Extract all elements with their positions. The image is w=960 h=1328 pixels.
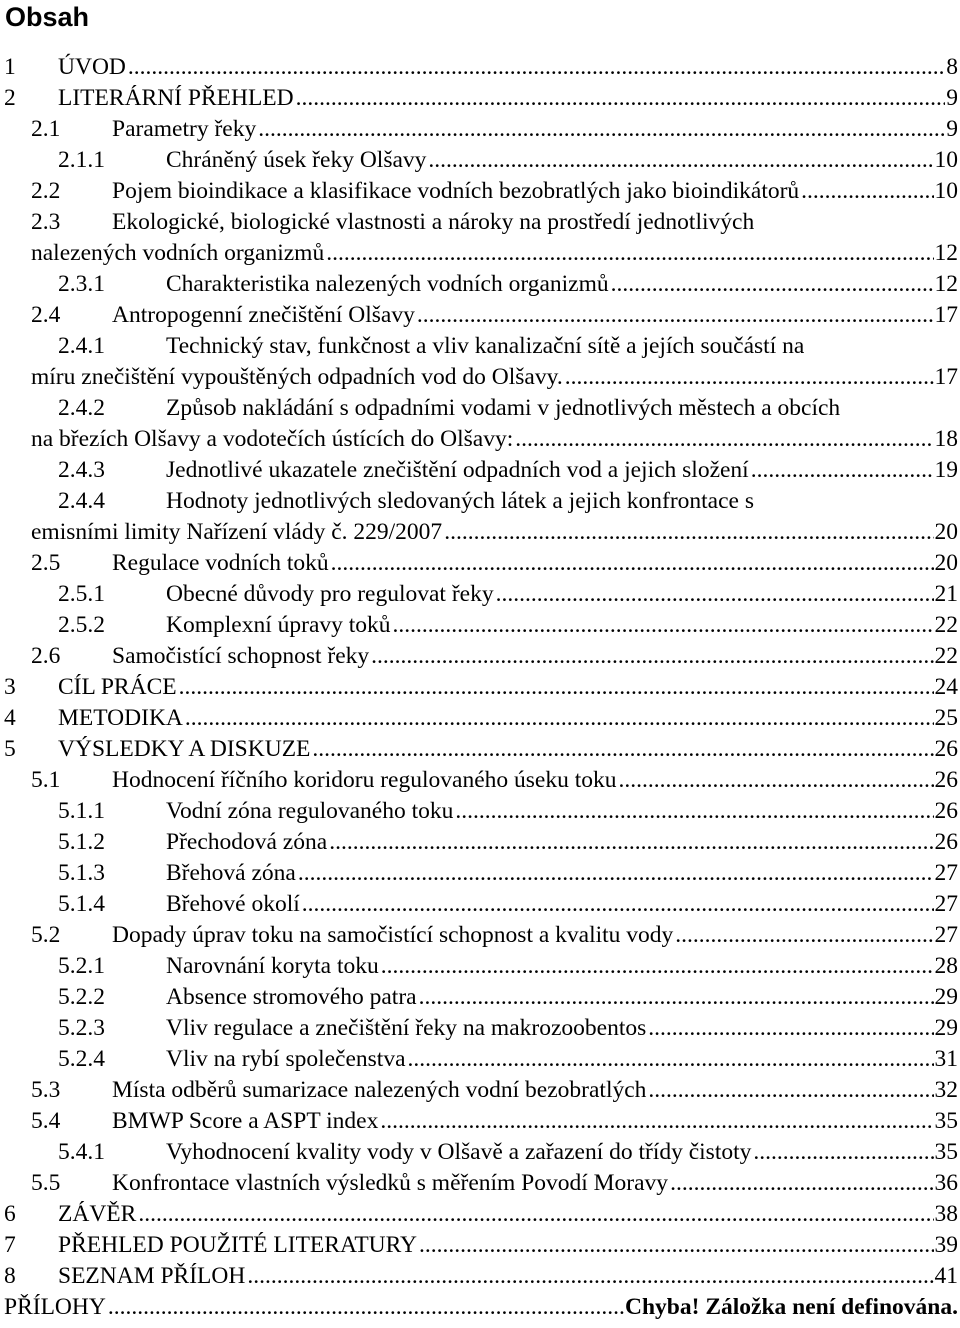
toc-entry-number: 2.1 bbox=[31, 116, 61, 142]
toc-entry-title: Dopady úprav toku na samočistící schopnost a kvalitu vody bbox=[112, 922, 674, 948]
dot-leader bbox=[298, 858, 934, 889]
toc-entry-title: ZÁVĚR bbox=[58, 1201, 137, 1227]
dot-leader bbox=[408, 1044, 934, 1075]
toc-entry-title: Vodní zóna regulovaného toku bbox=[166, 798, 454, 824]
dot-leader bbox=[428, 145, 933, 176]
toc-entry-page: 36 bbox=[934, 1170, 958, 1196]
toc-entry-page: 20 bbox=[934, 550, 958, 576]
toc-entry-page: 9 bbox=[946, 116, 958, 142]
toc-entry[interactable] bbox=[0, 641, 960, 672]
toc-entry-page: 41 bbox=[934, 1263, 958, 1289]
dot-leader bbox=[138, 1199, 933, 1230]
toc-entry-number: 5.1.4 bbox=[58, 891, 105, 917]
toc-entry-page: 19 bbox=[934, 457, 958, 483]
toc-entry-number: 5.2.4 bbox=[58, 1046, 105, 1072]
toc-entry-page: 8 bbox=[946, 54, 958, 80]
toc-entry[interactable] bbox=[0, 703, 960, 734]
dot-leader bbox=[675, 920, 933, 951]
toc-entry-page: 22 bbox=[934, 612, 958, 638]
toc-entry[interactable] bbox=[0, 1168, 960, 1199]
dot-leader bbox=[496, 579, 934, 610]
toc-entry-number: 2.4.1 bbox=[58, 333, 105, 359]
toc-entry-page: 18 bbox=[934, 426, 958, 452]
dot-leader bbox=[419, 982, 934, 1013]
toc-entry-title: Vliv na rybí společenstva bbox=[166, 1046, 406, 1072]
toc-entry-number: 2.4 bbox=[31, 302, 61, 328]
toc-entry[interactable] bbox=[0, 83, 960, 114]
toc-entry-page: 25 bbox=[934, 705, 958, 731]
toc-entry[interactable] bbox=[0, 1292, 960, 1323]
toc-entry-title: míru znečištění vypouštěných odpadních vod do Olšavy. bbox=[31, 364, 563, 390]
toc-entry-title: Charakteristika nalezených vodních organizmů bbox=[166, 271, 609, 297]
dot-leader bbox=[128, 52, 945, 83]
toc-entry[interactable] bbox=[0, 951, 960, 982]
toc-entry-number: 5.2.1 bbox=[58, 953, 105, 979]
dot-leader bbox=[329, 827, 933, 858]
toc-entry-page: 35 bbox=[934, 1139, 958, 1165]
toc-entry-number: 5.4.1 bbox=[58, 1139, 105, 1165]
toc-entry[interactable] bbox=[0, 982, 960, 1013]
toc-entry[interactable] bbox=[0, 52, 960, 83]
dot-leader bbox=[331, 548, 934, 579]
toc-entry-number: 2.4.2 bbox=[58, 395, 105, 421]
toc-entry-title: Regulace vodních toků bbox=[112, 550, 329, 576]
toc-entry-title: Antropogenní znečištění Olšavy bbox=[112, 302, 415, 328]
toc-entry-page: 27 bbox=[934, 891, 958, 917]
toc-entry[interactable] bbox=[0, 1106, 960, 1137]
toc-entry-title: Chráněný úsek řeky Olšavy bbox=[166, 147, 427, 173]
toc-entry[interactable] bbox=[0, 734, 960, 765]
toc-entry-number: 5.2.3 bbox=[58, 1015, 105, 1041]
dot-leader bbox=[185, 703, 934, 734]
toc-entry-page: 24 bbox=[934, 674, 958, 700]
toc-entry-number: 2.5.1 bbox=[58, 581, 105, 607]
toc-entry-number: 2 bbox=[4, 85, 16, 111]
dot-leader bbox=[611, 269, 934, 300]
dot-leader bbox=[381, 951, 934, 982]
dot-leader bbox=[326, 238, 933, 269]
toc-entry-number: 2.5 bbox=[31, 550, 61, 576]
dot-leader bbox=[444, 517, 933, 548]
dot-leader bbox=[179, 672, 934, 703]
toc-entry-number: 5.1.1 bbox=[58, 798, 105, 824]
toc-entry-title: Narovnání koryta toku bbox=[166, 953, 379, 979]
toc-entry[interactable] bbox=[0, 269, 960, 300]
toc-entry-title: emisními limity Nařízení vlády č. 229/2007 bbox=[31, 519, 443, 545]
toc-entry-page: 9 bbox=[946, 85, 958, 111]
toc-entry-page: 31 bbox=[934, 1046, 958, 1072]
toc-entry-number: 7 bbox=[4, 1232, 16, 1258]
toc-entry-number: 8 bbox=[4, 1263, 16, 1289]
toc-entry[interactable] bbox=[0, 579, 960, 610]
toc-entry[interactable] bbox=[0, 114, 960, 145]
toc-entry-title: CÍL PRÁCE bbox=[58, 674, 177, 700]
dot-leader bbox=[648, 1075, 933, 1106]
toc-entry-page: 29 bbox=[934, 984, 958, 1010]
toc-entry-title: Vyhodnocení kvality vody v Olšavě a zařazení do třídy čistoty bbox=[166, 1139, 752, 1165]
page-title: Obsah bbox=[5, 2, 90, 32]
dot-leader bbox=[247, 1261, 933, 1292]
toc-entry-page: 22 bbox=[934, 643, 958, 669]
toc-entry-title: Absence stromového patra bbox=[166, 984, 417, 1010]
toc-entry-number: 5.4 bbox=[31, 1108, 61, 1134]
toc-entry-title: VÝSLEDKY A DISKUZE bbox=[58, 736, 311, 762]
dot-leader bbox=[312, 734, 933, 765]
toc-entry-number: 2.4.4 bbox=[58, 488, 105, 514]
toc-entry-title: Parametry řeky bbox=[112, 116, 257, 142]
dot-leader bbox=[393, 610, 934, 641]
toc-entry-title: Samočistící schopnost řeky bbox=[112, 643, 370, 669]
toc-entry-title: Místa odběrů sumarizace nalezených vodní bezobratlých bbox=[112, 1077, 647, 1103]
toc-entry-number: 5.2 bbox=[31, 922, 61, 948]
dot-leader bbox=[380, 1106, 933, 1137]
toc-entry[interactable] bbox=[0, 1044, 960, 1075]
toc-entry-number: 1 bbox=[4, 54, 16, 80]
toc-entry-page: 17 bbox=[934, 302, 958, 328]
toc-entry[interactable] bbox=[0, 1230, 960, 1261]
toc-entry-title: BMWP Score a ASPT index bbox=[112, 1108, 379, 1134]
toc-entry-title: Konfrontace vlastních výsledků s měřením Povodí Moravy bbox=[112, 1170, 669, 1196]
toc-entry-page: 10 bbox=[934, 178, 958, 204]
toc-entry[interactable] bbox=[0, 796, 960, 827]
toc-entry[interactable] bbox=[0, 1013, 960, 1044]
toc-entry-title: Pojem bioindikace a klasifikace vodních bezobratlých jako bioindikátorů bbox=[112, 178, 800, 204]
toc-entry-number: 5 bbox=[4, 736, 16, 762]
toc-entry-page: 21 bbox=[934, 581, 958, 607]
toc-entry-page: 12 bbox=[934, 271, 958, 297]
toc-entry-title: SEZNAM PŘÍLOH bbox=[58, 1263, 246, 1289]
toc-entry[interactable] bbox=[0, 300, 960, 331]
toc-entry-number: 2.5.2 bbox=[58, 612, 105, 638]
dot-leader bbox=[258, 114, 945, 145]
toc-entry[interactable] bbox=[0, 610, 960, 641]
toc-entry-page: 26 bbox=[934, 736, 958, 762]
toc-entry-number: 5.1.2 bbox=[58, 829, 105, 855]
toc-entry[interactable] bbox=[0, 672, 960, 703]
toc-entry-title: nalezených vodních organizmů bbox=[31, 240, 325, 266]
toc-entry[interactable] bbox=[0, 1075, 960, 1106]
toc-entry-number: 4 bbox=[4, 705, 16, 731]
toc-entry[interactable] bbox=[0, 548, 960, 579]
dot-leader bbox=[753, 1137, 933, 1168]
dot-leader bbox=[565, 362, 934, 393]
toc-entry-number: 2.3.1 bbox=[58, 271, 105, 297]
toc-entry-number: 2.4.3 bbox=[58, 457, 105, 483]
toc-entry[interactable] bbox=[0, 331, 960, 393]
toc-entry-number: 5.1 bbox=[31, 767, 61, 793]
toc-entry-page: 26 bbox=[934, 767, 958, 793]
toc-entry-page: 32 bbox=[934, 1077, 958, 1103]
toc-entry-title: Způsob nakládání s odpadními vodami v jednotlivých městech a obcích bbox=[166, 395, 841, 421]
table-of-contents bbox=[0, 52, 960, 1323]
toc-entry-number: 2.2 bbox=[31, 178, 61, 204]
toc-entry-title: Vliv regulace a znečištění řeky na makrozoobentos bbox=[166, 1015, 647, 1041]
dot-leader bbox=[670, 1168, 933, 1199]
toc-entry-page: 39 bbox=[934, 1232, 958, 1258]
toc-entry-page: 35 bbox=[934, 1108, 958, 1134]
toc-entry-title: Hodnocení říčního koridoru regulovaného úseku toku bbox=[112, 767, 617, 793]
toc-entry[interactable] bbox=[0, 920, 960, 951]
toc-entry-number: 3 bbox=[4, 674, 16, 700]
toc-entry-title: Technický stav, funkčnost a vliv kanalizační sítě a jejích součástí na bbox=[166, 333, 805, 359]
dot-leader bbox=[419, 1230, 933, 1261]
dot-leader bbox=[751, 455, 934, 486]
toc-entry-number: 5.1.3 bbox=[58, 860, 105, 886]
toc-entry[interactable] bbox=[0, 765, 960, 796]
toc-entry[interactable] bbox=[0, 145, 960, 176]
toc-entry-page: 20 bbox=[934, 519, 958, 545]
toc-entry-page: 27 bbox=[934, 860, 958, 886]
toc-entry-number: 5.2.2 bbox=[58, 984, 105, 1010]
toc-entry-title: Břehové okolí bbox=[166, 891, 300, 917]
toc-entry-page: Chyba! Záložka není definována. bbox=[625, 1294, 958, 1320]
toc-entry-title: Obecné důvody pro regulovat řeky bbox=[166, 581, 494, 607]
toc-entry[interactable] bbox=[0, 455, 960, 486]
toc-entry-page: 29 bbox=[934, 1015, 958, 1041]
toc-entry-title: Komplexní úpravy toků bbox=[166, 612, 391, 638]
dot-leader bbox=[515, 424, 933, 455]
toc-entry-title: Břehová zóna bbox=[166, 860, 296, 886]
toc-entry-title: PŘÍLOHY bbox=[4, 1294, 106, 1320]
toc-entry-title: LITERÁRNÍ PŘEHLED bbox=[58, 85, 294, 111]
toc-entry-number: 6 bbox=[4, 1201, 16, 1227]
toc-entry-page: 26 bbox=[934, 798, 958, 824]
toc-entry[interactable] bbox=[0, 1199, 960, 1230]
toc-entry[interactable] bbox=[0, 1261, 960, 1292]
dot-leader bbox=[302, 889, 934, 920]
toc-entry-page: 38 bbox=[934, 1201, 958, 1227]
toc-entry-page: 28 bbox=[934, 953, 958, 979]
toc-entry[interactable] bbox=[0, 393, 960, 455]
toc-entry[interactable] bbox=[0, 827, 960, 858]
toc-entry-title: Přechodová zóna bbox=[166, 829, 328, 855]
toc-entry-number: 2.1.1 bbox=[58, 147, 105, 173]
toc-entry-title: na březích Olšavy a vodotečích ústících do Olšavy: bbox=[31, 426, 514, 452]
toc-entry[interactable] bbox=[0, 858, 960, 889]
toc-entry-page: 10 bbox=[934, 147, 958, 173]
dot-leader bbox=[296, 83, 946, 114]
toc-entry[interactable] bbox=[0, 207, 960, 269]
toc-entry-title: Ekologické, biologické vlastnosti a nároky na prostředí jednotlivých bbox=[112, 209, 755, 235]
dot-leader bbox=[417, 300, 934, 331]
dot-leader bbox=[371, 641, 933, 672]
toc-entry-page: 27 bbox=[934, 922, 958, 948]
toc-entry[interactable] bbox=[0, 1137, 960, 1168]
toc-entry-title: PŘEHLED POUŽITÉ LITERATURY bbox=[58, 1232, 418, 1258]
dot-leader bbox=[108, 1292, 624, 1323]
dot-leader bbox=[801, 176, 933, 207]
toc-entry[interactable] bbox=[0, 889, 960, 920]
dot-leader bbox=[618, 765, 933, 796]
toc-entry-number: 2.3 bbox=[31, 209, 61, 235]
toc-entry-page: 12 bbox=[934, 240, 958, 266]
toc-entry-number: 5.5 bbox=[31, 1170, 61, 1196]
toc-entry-title: ÚVOD bbox=[58, 54, 126, 80]
toc-entry-page: 17 bbox=[934, 364, 958, 390]
toc-entry[interactable] bbox=[0, 176, 960, 207]
toc-entry-title: Jednotlivé ukazatele znečištění odpadních vod a jejich složení bbox=[166, 457, 749, 483]
toc-entry-number: 2.6 bbox=[31, 643, 61, 669]
dot-leader bbox=[648, 1013, 933, 1044]
dot-leader bbox=[455, 796, 933, 827]
toc-entry-title: Hodnoty jednotlivých sledovaných látek a jejich konfrontace s bbox=[166, 488, 754, 514]
toc-entry-title: METODIKA bbox=[58, 705, 183, 731]
toc-entry-page: 26 bbox=[934, 829, 958, 855]
toc-entry[interactable] bbox=[0, 486, 960, 548]
toc-entry-number: 5.3 bbox=[31, 1077, 61, 1103]
